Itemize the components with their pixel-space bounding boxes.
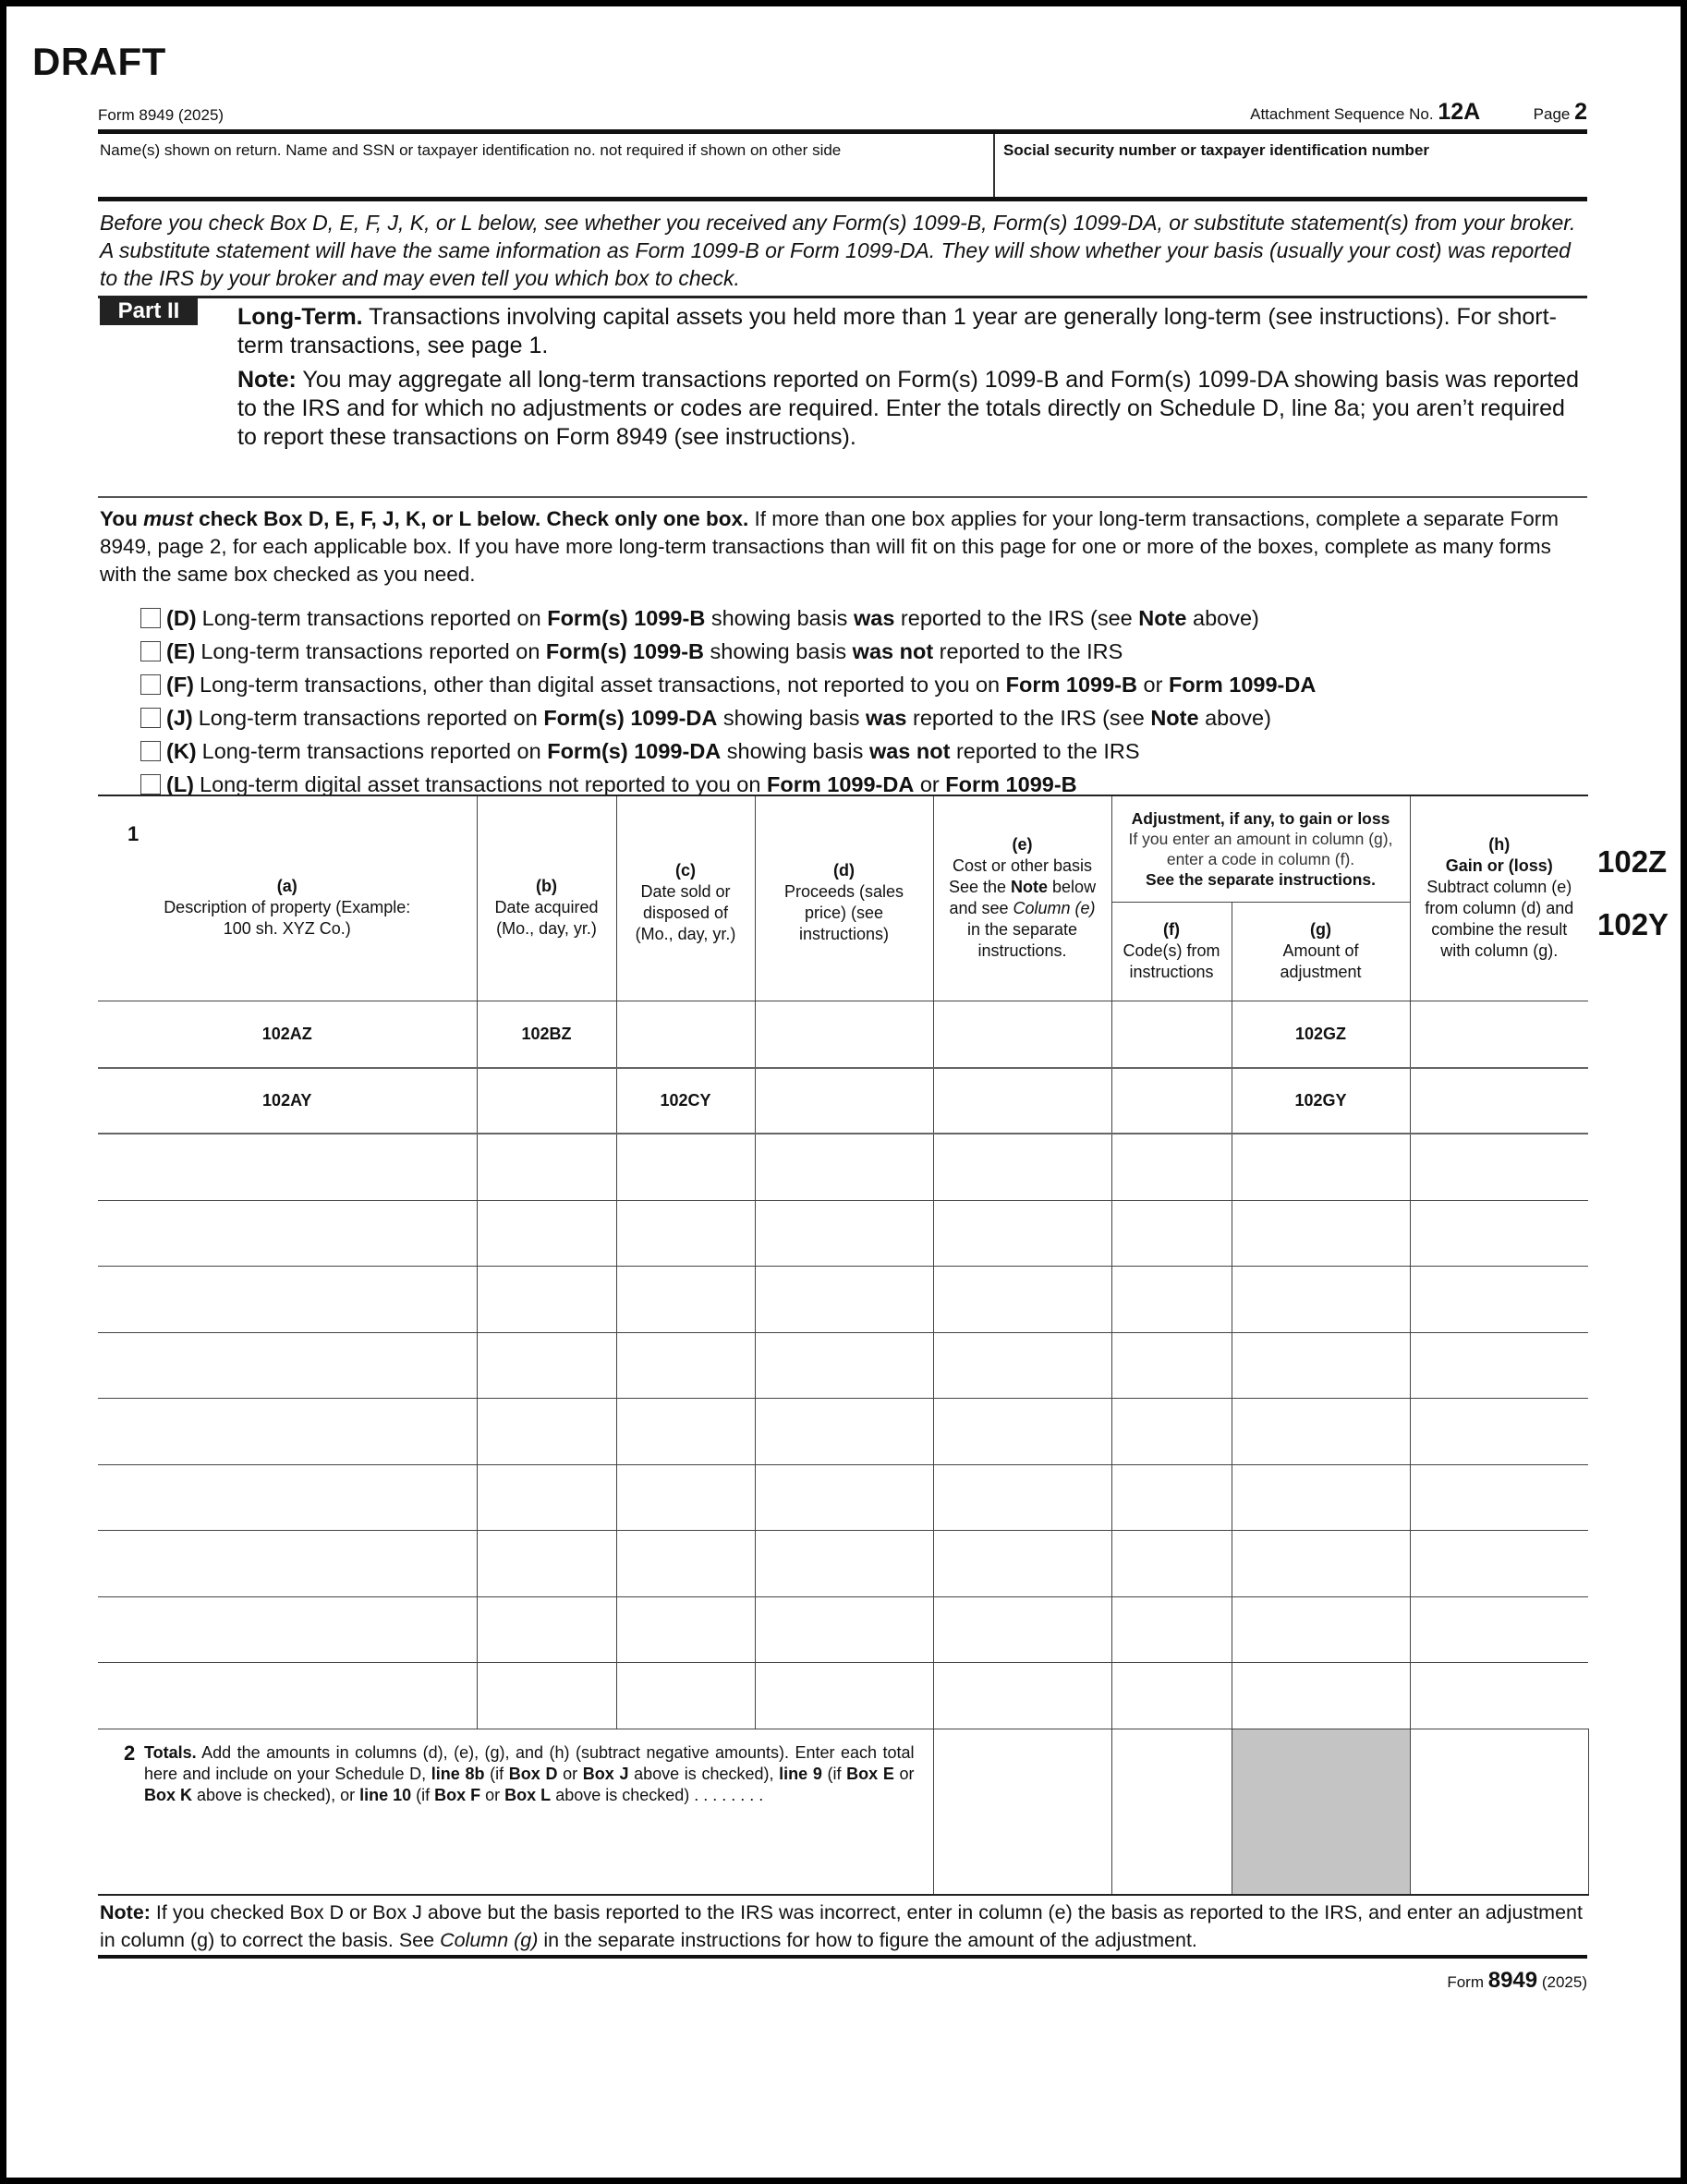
table-row bbox=[98, 1596, 1589, 1662]
box-text: Note bbox=[1150, 705, 1199, 730]
totals-text: (if bbox=[821, 1764, 847, 1783]
totals-cell-d[interactable] bbox=[933, 1729, 1111, 1895]
box-text: above) bbox=[1198, 705, 1271, 730]
totals-text: line 9 bbox=[779, 1764, 822, 1783]
divider bbox=[98, 197, 1587, 201]
cell-c[interactable] bbox=[616, 1266, 755, 1332]
must-bold: You bbox=[100, 507, 138, 530]
cell-e[interactable] bbox=[933, 1662, 1111, 1729]
cell-c[interactable] bbox=[616, 1530, 755, 1596]
part-note-label: Note: bbox=[237, 367, 297, 393]
form-page bbox=[6, 6, 1681, 2178]
note-label: Note: bbox=[100, 1901, 151, 1923]
cell-d[interactable] bbox=[755, 1068, 933, 1134]
cell-e[interactable] bbox=[933, 1134, 1111, 1200]
cell-b[interactable] bbox=[477, 1200, 616, 1266]
attachment-no: 12A bbox=[1438, 99, 1481, 125]
table-row bbox=[98, 1068, 1589, 1134]
totals-cell-e[interactable] bbox=[1111, 1729, 1232, 1895]
footer-prefix: Form bbox=[1447, 1973, 1484, 1991]
box-text: or bbox=[914, 771, 946, 796]
totals-cell-h[interactable] bbox=[1588, 1729, 1589, 1895]
cell-h[interactable] bbox=[1410, 1266, 1588, 1332]
totals-text: or bbox=[480, 1785, 505, 1804]
box-text: Form 1099-DA bbox=[1168, 672, 1317, 697]
box-text: Note bbox=[1138, 605, 1187, 630]
col-header-h: (h) Gain or (loss) Subtract column (e) from column (d) and combine the result with column (g). bbox=[1410, 795, 1588, 1001]
checkbox-d[interactable] bbox=[140, 608, 161, 628]
cell-d[interactable] bbox=[755, 1001, 933, 1068]
box-text: Long-term transactions reported on bbox=[200, 638, 546, 663]
totals-cell-g[interactable] bbox=[1410, 1729, 1588, 1895]
box-letter: (K) bbox=[166, 738, 197, 763]
cell-h[interactable] bbox=[1410, 1530, 1588, 1596]
ssn-label: Social security number or taxpayer identification number bbox=[1003, 141, 1430, 159]
cell-h[interactable] bbox=[1410, 1332, 1588, 1398]
box-text: Form 1099-B bbox=[1005, 672, 1137, 697]
cell-g[interactable] bbox=[1232, 1530, 1410, 1596]
cell-c[interactable] bbox=[616, 1398, 755, 1464]
cell-e[interactable] bbox=[933, 1398, 1111, 1464]
cell-b[interactable] bbox=[477, 1530, 616, 1596]
totals-text: above is checked), bbox=[628, 1764, 780, 1783]
cell-d[interactable] bbox=[755, 1266, 933, 1332]
table-row bbox=[98, 1398, 1589, 1464]
cell-h[interactable] bbox=[1410, 1200, 1588, 1266]
totals-text: line 8b bbox=[431, 1764, 485, 1783]
cell-a[interactable] bbox=[98, 1596, 477, 1662]
names-label: Name(s) shown on return. Name and SSN or taxpayer identification no. not required if shown on other side bbox=[100, 141, 842, 159]
totals-text: above is checked), or bbox=[192, 1785, 360, 1804]
cell-g[interactable] bbox=[1232, 1134, 1410, 1200]
note-text-2: in the separate instructions for how to figure the amount of the adjustment. bbox=[543, 1929, 1197, 1951]
box-text: was not bbox=[868, 738, 951, 763]
part-title: Long-Term. bbox=[237, 304, 363, 330]
box-text: was bbox=[866, 705, 907, 730]
cell-a[interactable] bbox=[98, 1266, 477, 1332]
box-text: Form 1099-B bbox=[945, 771, 1077, 796]
cell-a[interactable] bbox=[98, 1398, 477, 1464]
box-text: Form(s) 1099-DA bbox=[543, 705, 718, 730]
table-row bbox=[98, 1200, 1589, 1266]
footer-form-no: 8949 bbox=[1487, 1968, 1538, 1993]
table-row bbox=[98, 1530, 1589, 1596]
transactions-table bbox=[98, 795, 1589, 1896]
box-option bbox=[140, 701, 1582, 734]
cell-g[interactable] bbox=[1232, 1464, 1410, 1530]
cell-c[interactable] bbox=[616, 1596, 755, 1662]
cell-f[interactable] bbox=[1111, 1332, 1232, 1398]
cell-f[interactable] bbox=[1111, 1068, 1232, 1134]
box-text: showing basis bbox=[705, 605, 854, 630]
cell-c[interactable] bbox=[616, 1332, 755, 1398]
totals-text: Add the amounts in columns (d), (e), (g), and (h) (subtract negative amounts). Enter each total here and include on your Schedule D, bbox=[144, 1742, 915, 1783]
totals-text: or bbox=[893, 1764, 915, 1783]
box-options bbox=[140, 601, 1582, 801]
cell-d[interactable] bbox=[755, 1596, 933, 1662]
checkbox-e[interactable] bbox=[140, 641, 161, 661]
note-text: If you checked Box D or Box J above but the basis reported to the IRS was incorrect, enter in column (e) the basis as reported to the IRS, and enter an adjustment in column (g) to correct the basis. See bbox=[100, 1901, 1583, 1951]
draft-watermark: DRAFT bbox=[32, 40, 166, 83]
box-letter: (L) bbox=[166, 771, 195, 796]
cell-f[interactable] bbox=[1111, 1464, 1232, 1530]
totals-row bbox=[98, 1729, 1589, 1895]
totals-text: or bbox=[557, 1764, 583, 1783]
part-text: Transactions involving capital assets you held more than 1 year are generally long-term (see instructions). For short-term transactions, see page 1. bbox=[237, 304, 1557, 358]
box-text: Long-term transactions, other than digital asset transactions, not reported to you on bbox=[200, 672, 1006, 697]
table-row bbox=[98, 1266, 1589, 1332]
totals-text: Box D bbox=[508, 1764, 558, 1783]
note-italic: Column (g) bbox=[440, 1929, 539, 1951]
cell-g[interactable] bbox=[1232, 1398, 1410, 1464]
cell-a[interactable] bbox=[98, 1530, 477, 1596]
totals-text: line 10 bbox=[359, 1785, 412, 1804]
box-text: Long-term transactions reported on bbox=[201, 605, 548, 630]
col-header-a: (a) Description of property (Example: 100 sh. XYZ Co.) bbox=[98, 795, 477, 1001]
cell-b[interactable] bbox=[477, 1596, 616, 1662]
line-2-number: 2 bbox=[124, 1741, 136, 1765]
checkbox-j[interactable] bbox=[140, 708, 161, 728]
cell-f[interactable] bbox=[1111, 1200, 1232, 1266]
cell-a[interactable] bbox=[98, 1134, 477, 1200]
cell-c[interactable] bbox=[616, 1662, 755, 1729]
cell-f[interactable] bbox=[1111, 1266, 1232, 1332]
check-instructions bbox=[100, 505, 1589, 588]
cell-a[interactable]: 102AZ bbox=[98, 1001, 477, 1068]
side-code-z: 102Z bbox=[1597, 844, 1668, 879]
totals-text: Box F bbox=[434, 1785, 481, 1804]
box-option bbox=[140, 601, 1582, 635]
page-no: 2 bbox=[1574, 99, 1587, 125]
cell-c[interactable] bbox=[616, 1001, 755, 1068]
names-input[interactable] bbox=[98, 165, 992, 193]
bottom-note bbox=[100, 1899, 1595, 1954]
cell-e[interactable] bbox=[933, 1200, 1111, 1266]
side-code-y: 102Y bbox=[1597, 907, 1669, 941]
box-text: reported to the IRS bbox=[950, 738, 1140, 763]
ssn-input[interactable] bbox=[1003, 165, 1585, 193]
form-footer bbox=[1447, 1968, 1587, 1994]
box-option bbox=[140, 734, 1582, 768]
cell-c[interactable]: 102CY bbox=[616, 1068, 755, 1134]
box-text: was not bbox=[852, 638, 934, 663]
cell-g[interactable]: 102GY bbox=[1232, 1068, 1410, 1134]
totals-cell-f-shaded bbox=[1232, 1729, 1410, 1895]
cell-b[interactable] bbox=[477, 1068, 616, 1134]
box-text: Long-term transactions reported on bbox=[198, 705, 544, 730]
cell-g[interactable]: 102GZ bbox=[1232, 1001, 1410, 1068]
cell-d[interactable] bbox=[755, 1332, 933, 1398]
cell-a[interactable]: 102AY bbox=[98, 1068, 477, 1134]
cell-h[interactable] bbox=[1410, 1134, 1588, 1200]
cell-e[interactable] bbox=[933, 1464, 1111, 1530]
cell-f[interactable] bbox=[1111, 1530, 1232, 1596]
cell-b[interactable] bbox=[477, 1398, 616, 1464]
cell-a[interactable] bbox=[98, 1662, 477, 1729]
cell-b[interactable] bbox=[477, 1332, 616, 1398]
box-text: showing basis bbox=[704, 638, 853, 663]
cell-g[interactable] bbox=[1232, 1662, 1410, 1729]
table-row bbox=[98, 1134, 1589, 1200]
box-text: Form 1099-DA bbox=[766, 771, 915, 796]
box-text: Long-term digital asset transactions not reported to you on bbox=[200, 771, 767, 796]
part-label: Part II bbox=[100, 297, 198, 325]
cell-e[interactable] bbox=[933, 1596, 1111, 1662]
cell-f[interactable] bbox=[1111, 1398, 1232, 1464]
box-text: above) bbox=[1186, 605, 1259, 630]
totals-text: Box E bbox=[846, 1764, 894, 1783]
cell-e[interactable] bbox=[933, 1530, 1111, 1596]
col-header-d: (d) Proceeds (sales price) (see instructions) bbox=[755, 795, 933, 1001]
divider bbox=[98, 1955, 1587, 1959]
col-header-c: (c) Date sold or disposed of (Mo., day, yr.) bbox=[616, 795, 755, 1001]
divider bbox=[98, 496, 1587, 498]
checkbox-l[interactable] bbox=[140, 774, 161, 795]
attachment-sequence bbox=[1250, 99, 1587, 126]
cell-b[interactable] bbox=[477, 1134, 616, 1200]
totals-text: (if bbox=[411, 1785, 435, 1804]
cell-a[interactable] bbox=[98, 1464, 477, 1530]
cell-c[interactable] bbox=[616, 1134, 755, 1200]
cell-b[interactable] bbox=[477, 1464, 616, 1530]
cell-a[interactable] bbox=[98, 1332, 477, 1398]
cell-h[interactable] bbox=[1410, 1068, 1588, 1134]
col-header-e: (e) Cost or other basis See the Note below and see Column (e) in the separate instructions. bbox=[933, 795, 1111, 1001]
totals-text: Box J bbox=[582, 1764, 629, 1783]
cell-h[interactable] bbox=[1410, 1464, 1588, 1530]
box-text: reported to the IRS (see bbox=[906, 705, 1151, 730]
cell-b[interactable] bbox=[477, 1662, 616, 1729]
box-text: or bbox=[1137, 672, 1169, 697]
totals-label bbox=[98, 1729, 933, 1895]
cell-h[interactable] bbox=[1410, 1596, 1588, 1662]
divider bbox=[993, 134, 995, 197]
part-note-text: You may aggregate all long-term transactions reported on Form(s) 1099-B and Form(s) 1099-DA showing basis was reported to the IRS and for which no adjustments or codes are required. Enter the totals directly on Schedule D, line 8a; you aren’t required to report these transactions on Form 8949 (see instructions). bbox=[237, 367, 1580, 450]
page-prefix: Page bbox=[1533, 105, 1571, 123]
totals-text: Box L bbox=[504, 1785, 552, 1804]
line-1-number: 1 bbox=[127, 822, 140, 845]
cell-h[interactable] bbox=[1410, 1662, 1588, 1729]
box-text: Form(s) 1099-B bbox=[545, 638, 704, 663]
checkbox-f[interactable] bbox=[140, 674, 161, 695]
table-row bbox=[98, 1662, 1589, 1729]
must-bold-2: check Box D, E, F, J, K, or L below. Check only one box. bbox=[199, 507, 749, 530]
cell-g[interactable] bbox=[1232, 1332, 1410, 1398]
cell-e[interactable] bbox=[933, 1266, 1111, 1332]
box-text: showing basis bbox=[721, 738, 869, 763]
checkbox-k[interactable] bbox=[140, 741, 161, 761]
intro-text: Before you check Box D, E, F, J, K, or L below, see whether you received any Form(s) 1099-B, Form(s) 1099-DA, or substitute statement(s) from your broker. A substitute statement will have the same information as Form 1099-B or Form 1099-DA. They will show whether your basis (usually your cost) was reported to the IRS by your broker and may even tell you which box to check. bbox=[100, 211, 1576, 290]
table-row bbox=[98, 1464, 1589, 1530]
col-header-f: (f) Code(s) from instructions bbox=[1111, 902, 1232, 1001]
cell-g[interactable] bbox=[1232, 1200, 1410, 1266]
cell-e[interactable] bbox=[933, 1332, 1111, 1398]
box-text: reported to the IRS (see bbox=[894, 605, 1139, 630]
form-year-label: Form 8949 (2025) bbox=[98, 106, 225, 124]
box-text: Form(s) 1099-DA bbox=[547, 738, 722, 763]
table-row bbox=[98, 1001, 1589, 1068]
cell-d[interactable] bbox=[755, 1200, 933, 1266]
cell-d[interactable] bbox=[755, 1134, 933, 1200]
cell-c[interactable] bbox=[616, 1464, 755, 1530]
cell-f[interactable] bbox=[1111, 1001, 1232, 1068]
cell-a[interactable] bbox=[98, 1200, 477, 1266]
col-header-adjustment: Adjustment, if any, to gain or loss If you enter an amount in column (g), enter a code in column (f). See the separate instructions. bbox=[1111, 795, 1410, 902]
cell-b[interactable] bbox=[477, 1266, 616, 1332]
totals-text: Totals. bbox=[144, 1742, 197, 1762]
col-header-b: (b) Date acquired (Mo., day, yr.) bbox=[477, 795, 616, 1001]
box-letter: (J) bbox=[166, 705, 193, 730]
box-letter: (E) bbox=[166, 638, 196, 663]
box-text: Long-term transactions reported on bbox=[201, 738, 548, 763]
must-italic: must bbox=[143, 507, 193, 530]
cell-d[interactable] bbox=[755, 1464, 933, 1530]
box-letter: (D) bbox=[166, 605, 197, 630]
box-text: was bbox=[853, 605, 895, 630]
cell-f[interactable] bbox=[1111, 1134, 1232, 1200]
cell-d[interactable] bbox=[755, 1398, 933, 1464]
box-letter: (F) bbox=[166, 672, 195, 697]
attachment-prefix: Attachment Sequence No. bbox=[1250, 105, 1434, 123]
divider bbox=[98, 296, 1587, 298]
cell-c[interactable] bbox=[616, 1200, 755, 1266]
must-rest: If more than one box applies for your long-term transactions, complete a separate Form 8949, page 2, for each applicable box. If you have more long-term transactions than will fit on this page for one or more of the boxes, complete as many forms with the same box checked as you need. bbox=[100, 507, 1559, 586]
box-text: Form(s) 1099-B bbox=[547, 605, 706, 630]
cell-e[interactable] bbox=[933, 1001, 1111, 1068]
cell-g[interactable] bbox=[1232, 1266, 1410, 1332]
box-option bbox=[140, 635, 1582, 668]
totals-text: above is checked) . . . . . . . . bbox=[551, 1785, 764, 1804]
cell-h[interactable] bbox=[1410, 1001, 1588, 1068]
col-header-g: (g) Amount of adjustment bbox=[1232, 902, 1410, 1001]
footer-year: (2025) bbox=[1541, 1973, 1587, 1991]
cell-e[interactable] bbox=[933, 1068, 1111, 1134]
cell-f[interactable] bbox=[1111, 1662, 1232, 1729]
cell-b[interactable]: 102BZ bbox=[477, 1001, 616, 1068]
cell-g[interactable] bbox=[1232, 1596, 1410, 1662]
cell-f[interactable] bbox=[1111, 1596, 1232, 1662]
cell-h[interactable] bbox=[1410, 1398, 1588, 1464]
box-text: showing basis bbox=[717, 705, 867, 730]
table-row bbox=[98, 1332, 1589, 1398]
box-text: reported to the IRS bbox=[933, 638, 1123, 663]
totals-text: (if bbox=[484, 1764, 509, 1783]
totals-text: Box K bbox=[144, 1785, 193, 1804]
divider bbox=[98, 129, 1587, 134]
part-description bbox=[237, 303, 1588, 457]
cell-d[interactable] bbox=[755, 1662, 933, 1729]
cell-d[interactable] bbox=[755, 1530, 933, 1596]
box-option bbox=[140, 668, 1582, 701]
